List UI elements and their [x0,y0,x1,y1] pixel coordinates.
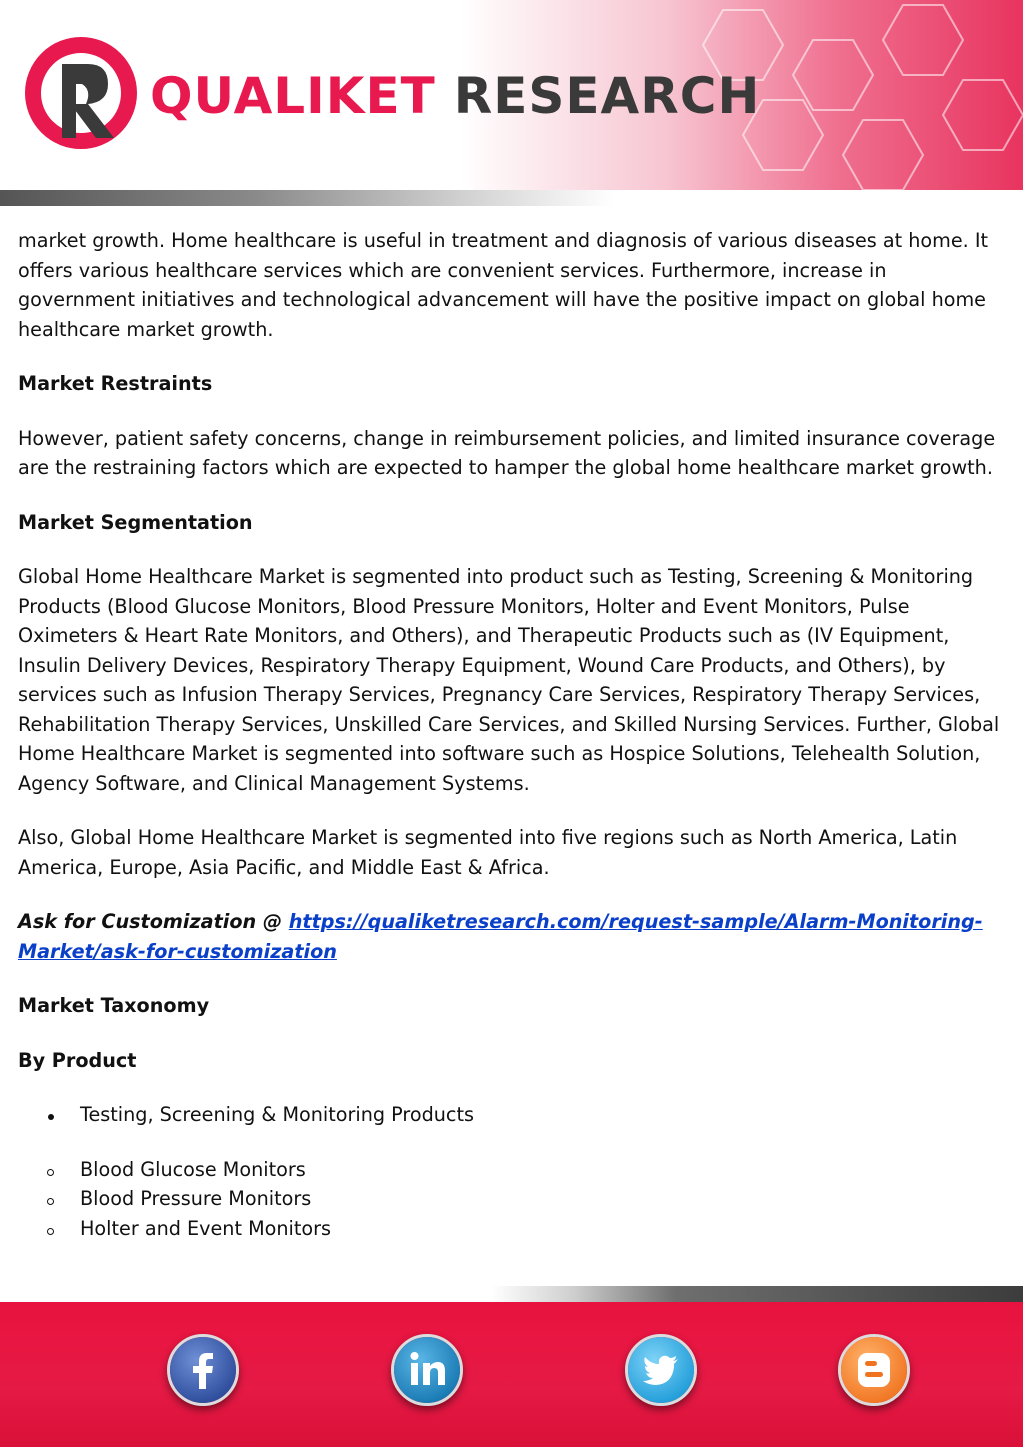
blogger-button[interactable] [838,1334,910,1406]
segmentation-heading: Market Segmentation [18,510,253,534]
brand-name-first: QUALIKET [150,67,436,125]
brand-name [150,66,760,126]
restraints-heading: Market Restraints [18,372,213,395]
intro-paragraph: market growth. Home healthcare is useful in treatment and diagnosis of various diseases at home. It offers various healthcare services which are convenient services. Furthermore, increase in government initiatives and technological advancement will have the positive impact on global home healthcare market growth. [18,229,989,341]
regions-paragraph: Also, Global Home Healthcare Market is segmented into five regions such as North America, Latin America, Europe, Asia Pacific, and Middle East & Africa. [18,826,958,879]
qualiket-logo-icon [22,34,140,152]
linkedin-button[interactable] [391,1334,463,1406]
taxonomy-heading: Market Taxonomy [18,994,210,1017]
list-item: Blood Pressure Monitors [18,1184,1008,1214]
page-footer [0,1302,1023,1447]
list-item: Testing, Screening & Monitoring Products [18,1100,1008,1130]
footer-divider [0,1286,1023,1302]
linkedin-icon [394,1337,460,1403]
blogger-icon [841,1337,907,1403]
twitter-button[interactable] [625,1334,697,1406]
segmentation-paragraph: Global Home Healthcare Market is segmented into product such as Testing, Screening & Monitoring Products (Blood Glucose Monitors, Blood Pressure Monitors, Holter and Event Monitors, Pulse Oximeters & Heart Rate Monitors, and Others), and Therapeutic Products such as (IV Equipment, Insulin Delivery Devices, Respiratory Therapy Equipment, Wound Care Products, and Others), by services such as Infusion Therapy Services, Pregnancy Care Services, Respiratory Therapy Services, Rehabilitation Therapy Services, Unskilled Care Services, and Skilled Nursing Services. Further, Global Home Healthcare Market is segmented into software such as Hospice Solutions, Telehealth Solution, Agency Software, and Clinical Management Systems. [18,565,1000,795]
restraints-paragraph: However, patient safety concerns, change in reimbursement policies, and limited insurance coverage are the restraining factors which are expected to hamper the global home healthcare market growth. [18,426,996,479]
page-header [0,0,1023,190]
product-list [18,1100,1008,1130]
product-sub-list [18,1155,1008,1244]
by-product-heading: By Product [18,1048,137,1072]
document-body [18,226,1008,1243]
brand-name-second: RESEARCH [453,67,761,125]
customization-request [18,907,1008,966]
list-item: Holter and Event Monitors [18,1214,1008,1244]
facebook-button[interactable] [167,1334,239,1406]
customization-link[interactable]: https://qualiketresearch.com/request-sample/Alarm-Monitoring-Market/ask-for-customization [18,910,983,963]
header-divider [0,190,1023,206]
customization-label: Ask for Customization @ [18,910,289,933]
twitter-icon [628,1337,694,1403]
list-item: Blood Glucose Monitors [18,1155,1008,1185]
facebook-icon [170,1337,236,1403]
